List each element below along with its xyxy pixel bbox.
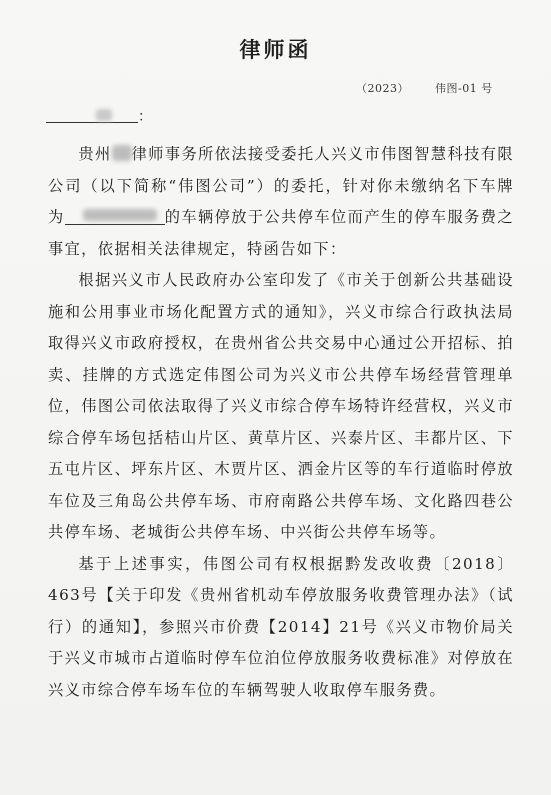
addressee-blank	[46, 108, 138, 123]
addressee-colon: ：	[138, 109, 152, 125]
redacted-name	[96, 109, 112, 121]
paragraph-2: 根据兴义市人民政府办公室印发了《市关于创新公共基础设施和公用事业市场化配置方式的通知》，兴义市综合行政执法局取得兴义市政府授权，在贵州省公共交易中心通过公开招标、拍卖、挂牌的方式选定伟图公司为兴义市公共停车场经营管理单位，伟图公司依法取得了兴义市综合停车场特许经营权，兴义市综合停车场包括桔山片区、黄草片区、兴泰片区、丰都片区、下五屯片区、坪东片区、木贾片区、洒金片区等的车行道临时停放车位及三角岛公共停车场、市府南路公共停车场、文化路四巷公共停车场、老城街公共停车场、中兴街公共停车场等。	[48, 271, 514, 541]
redacted-plate	[83, 209, 157, 221]
paragraph-3: 基于上述事实，伟图公司有权根据黔发改收费〔2018〕463号【关于印发《贵州省机动车停放服务收费管理办法》（试行）的通知】，参照兴市价费【2014】21号《兴义市物价局关于兴义市城市占道临时停车位泊位停放服务收费标准》对停放在兴义市综合停车场车位的车辆驾驶人收取停车服务费。	[48, 554, 514, 699]
redacted-firm-name	[112, 145, 132, 161]
doc-number: 伟图-01 号	[435, 82, 493, 95]
addressee-line	[46, 106, 152, 126]
letter-body	[48, 139, 514, 706]
document-number	[356, 80, 493, 96]
paragraph-1: 贵州 律师事务所依法接受委托人兴义市伟图智慧科技有限公司（以下简称“伟图公司”）的委托，针对你未缴纳名下车牌为 的车辆停放于公共停车位而产生的停车服务费之事宜，依据相关法律规定，特函告如下：	[48, 145, 514, 258]
letter-title: 律师函	[239, 37, 312, 62]
license-plate-blank	[65, 208, 165, 225]
year-ref: （2023）	[356, 82, 409, 95]
